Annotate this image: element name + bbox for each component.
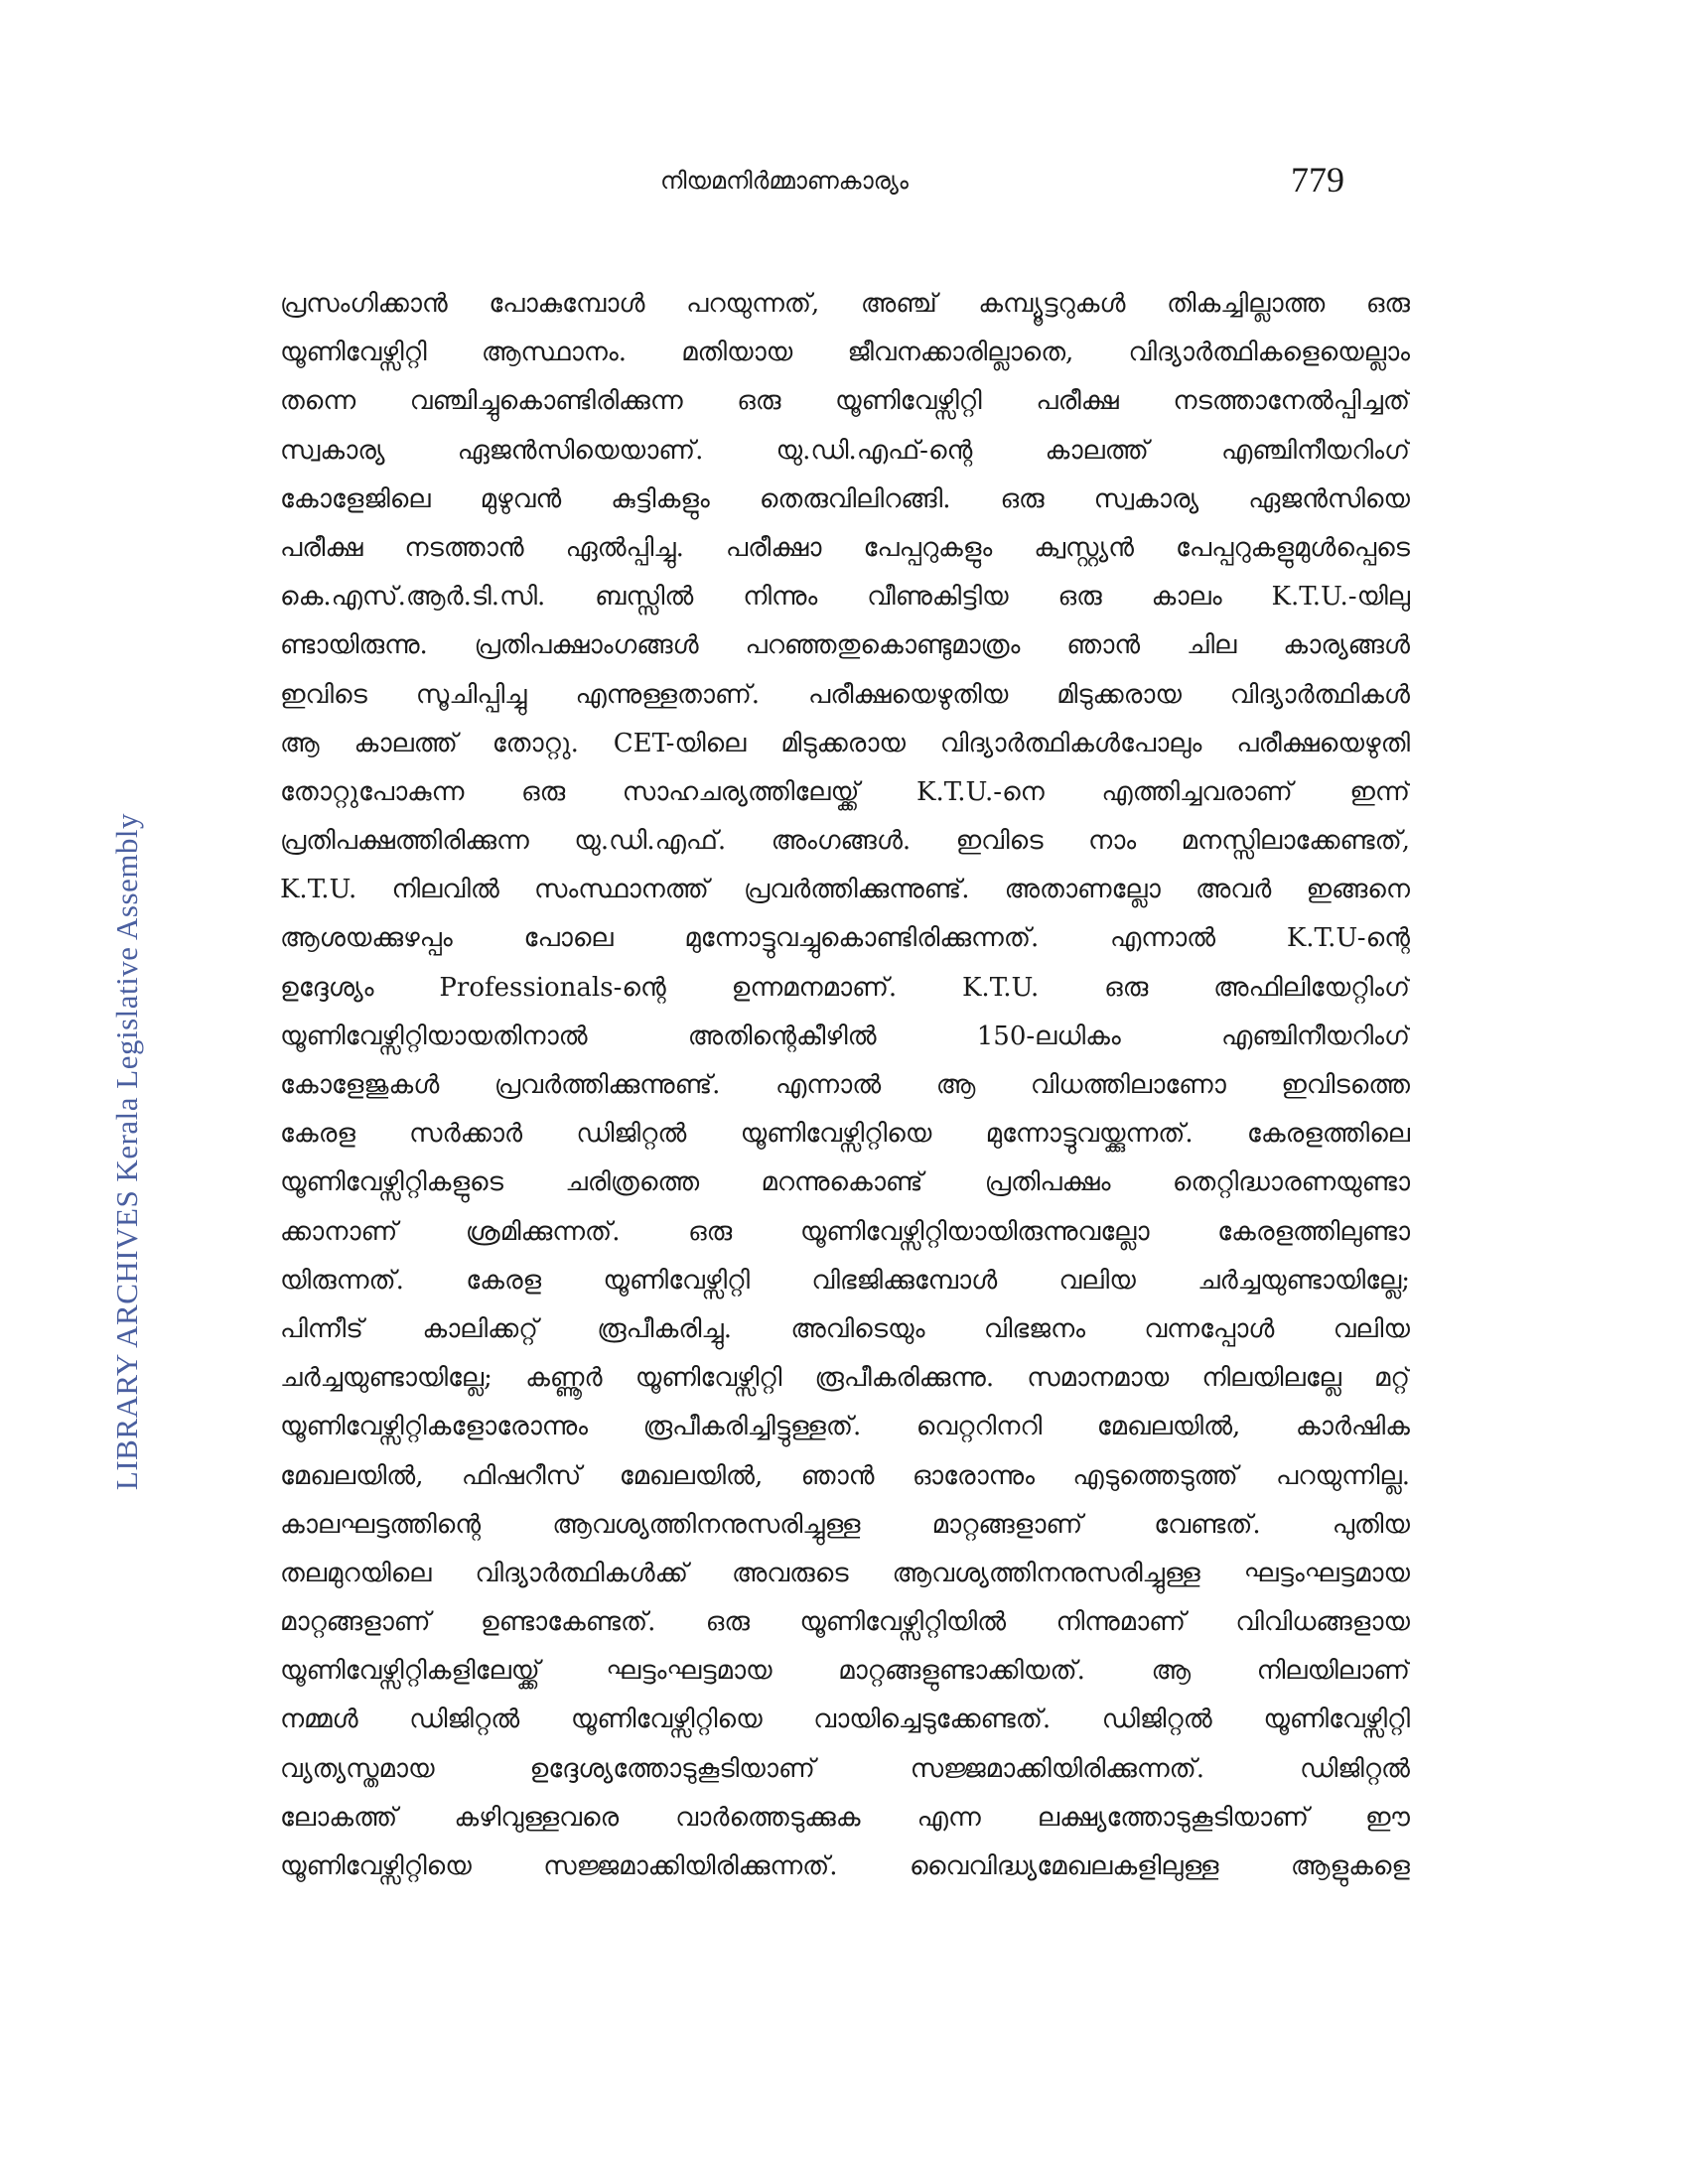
text-line: യിരുന്നത്. കേരള യൂണിവേഴ്സിറ്റി വിഭജിക്കുമ്പോൾ വലിയ ചർച്ചയുണ്ടായില്ലേ;	[280, 1265, 1410, 1296]
text-line: യൂണിവേഴ്സിറ്റികളുടെ ചരിത്രത്തെ മറന്നുകൊണ്ട് പ്രതിപക്ഷം തെറ്റിദ്ധാരണയുണ്ടാ	[280, 1167, 1410, 1198]
text-line: യൂണിവേഴ്സിറ്റികളോരോന്നും രൂപീകരിച്ചിട്ടുള്ളത്. വെറ്ററിനറി മേഖലയിൽ, കാർഷിക	[280, 1412, 1410, 1442]
text-line: മാറ്റങ്ങളാണ് ഉണ്ടാകേണ്ടത്. ഒരു യൂണിവേഴ്സിറ്റിയിൽ നിന്നുമാണ് വിവിധങ്ങളായ	[280, 1607, 1410, 1638]
text-line: ഉദ്ദേശ്യം Professionals-ന്റെ ഉന്നമനമാണ്. K.T.U. ഒരു അഫിലിയേറ്റിംഗ്	[280, 972, 1410, 1003]
text-line: ഇവിടെ സൂചിപ്പിച്ചു എന്നുള്ളതാണ്. പരീക്ഷയെഴുതിയ മിടുക്കരായ വിദ്യാർത്ഥികൾ	[280, 679, 1410, 710]
page-number: 779	[1291, 160, 1344, 200]
text-line: യൂണിവേഴ്സിറ്റി ആസ്ഥാനം. മതിയായ ജീവനക്കാരില്ലാതെ, വിദ്യാർത്ഥികളെയെല്ലാം	[280, 338, 1410, 368]
text-line: പ്രതിപക്ഷത്തിരിക്കുന്ന യു.ഡി.എഫ്. അംഗങ്ങൾ. ഇവിടെ നാം മനസ്സിലാക്കേണ്ടത്,	[280, 826, 1410, 857]
text-line: പിന്നീട് കാലിക്കറ്റ് രൂപീകരിച്ചു. അവിടെയും വിഭജനം വന്നപ്പോൾ വലിയ	[280, 1313, 1410, 1344]
text-line: തലമുറയിലെ വിദ്യാർത്ഥികൾക്ക് അവരുടെ ആവശ്യത്തിനനുസരിച്ചുള്ള ഘട്ടംഘട്ടമായ	[280, 1558, 1410, 1588]
text-line: ക്കാനാണ് ശ്രമിക്കുന്നത്. ഒരു യൂണിവേഴ്സിറ്റിയായിരുന്നുവല്ലോ കേരളത്തിലുണ്ടാ	[280, 1216, 1410, 1247]
text-line: തന്നെ വഞ്ചിച്ചുകൊണ്ടിരിക്കുന്ന ഒരു യൂണിവേഴ്സിറ്റി പരീക്ഷ നടത്താനേൽപ്പിച്ചത്	[280, 386, 1410, 417]
text-line: ചർച്ചയുണ്ടായില്ലേ; കണ്ണൂർ യൂണിവേഴ്സിറ്റി രൂപീകരിക്കുന്നു. സമാനമായ നിലയിലല്ലേ മറ്റ്	[280, 1363, 1410, 1394]
archive-watermark: LIBRARY ARCHIVES Kerala Legislative Assembly	[109, 812, 144, 1491]
text-line: യൂണിവേഴ്സിറ്റിയെ സജ്ജമാക്കിയിരിക്കുന്നത്. വൈവിദ്ധ്യമേഖലകളിലുള്ള ആളുകളെ	[280, 1851, 1410, 1881]
text-line: തോറ്റുപോകുന്ന ഒരു സാഹചര്യത്തിലേയ്ക്ക് K.T.U.-നെ എത്തിച്ചവരാണ് ഇന്ന്	[280, 776, 1410, 807]
text-line: ആ കാലത്ത് തോറ്റു. CET-യിലെ മിടുക്കരായ വിദ്യാർത്ഥികൾപോലും പരീക്ഷയെഴുതി	[280, 728, 1410, 758]
text-line: K.T.U. നിലവിൽ സംസ്ഥാനത്ത് പ്രവർത്തിക്കുന്നുണ്ട്. അതാണല്ലോ അവർ ഇങ്ങനെ	[280, 875, 1410, 905]
text-line: നമ്മൾ ഡിജിറ്റൽ യൂണിവേഴ്സിറ്റിയെ വായിച്ചെടുക്കേണ്ടത്. ഡിജിറ്റൽ യൂണിവേഴ്സിറ്റി	[280, 1705, 1410, 1735]
text-line: കാലഘട്ടത്തിന്റെ ആവശ്യത്തിനനുസരിച്ചുള്ള മാറ്റങ്ങളാണ് വേണ്ടത്. പുതിയ	[280, 1509, 1410, 1540]
text-line: കോളേജുകൾ പ്രവർത്തിക്കുന്നുണ്ട്. എന്നാൽ ആ വിധത്തിലാണോ ഇവിടത്തെ	[280, 1070, 1410, 1100]
running-header-title: നിയമനിർമ്മാണകാര്യം	[660, 167, 909, 195]
text-line: ലോകത്ത് കഴിവുള്ളവരെ വാർത്തെടുക്കുക എന്ന ലക്ഷ്യത്തോടുകൂടിയാണ് ഈ	[280, 1802, 1410, 1833]
text-line: വ്യത്യസ്തമായ ഉദ്ദേശ്യത്തോടുകൂടിയാണ് സജ്ജമാക്കിയിരിക്കുന്നത്. ഡിജിറ്റൽ	[280, 1753, 1410, 1784]
text-line: കേരള സർക്കാർ ഡിജിറ്റൽ യൂണിവേഴ്സിറ്റിയെ മുന്നോട്ടുവയ്ക്കുന്നത്. കേരളത്തിലെ	[280, 1119, 1410, 1150]
text-line: ണ്ടായിരുന്നു. പ്രതിപക്ഷാംഗങ്ങൾ പറഞ്ഞതുകൊണ്ടുമാത്രം ഞാൻ ചില കാര്യങ്ങൾ	[280, 630, 1410, 661]
text-line: സ്വകാര്യ ഏജൻസിയെയാണ്. യു.ഡി.എഫ്-ന്റെ കാലത്ത് എഞ്ചിനീയറിംഗ്	[280, 435, 1410, 466]
text-line: പരീക്ഷ നടത്താൻ ഏൽപ്പിച്ചു. പരീക്ഷാ പേപ്പറുകളും ക്വസ്റ്റ്യൻ പേപ്പറുകളുമുൾപ്പെടെ	[280, 532, 1410, 563]
text-line: കോളേജിലെ മുഴുവൻ കുട്ടികളും തെരുവിലിറങ്ങി. ഒരു സ്വകാര്യ ഏജൻസിയെ	[280, 483, 1410, 514]
text-line: യൂണിവേഴ്സിറ്റിയായതിനാൽ അതിന്റെകീഴിൽ 150-ലധികം എഞ്ചിനീയറിംഗ്	[280, 1021, 1410, 1051]
text-line: മേഖലയിൽ, ഫിഷറീസ് മേഖലയിൽ, ഞാൻ ഓരോന്നും എടുത്തെടുത്ത് പറയുന്നില്ല.	[280, 1460, 1410, 1491]
text-line: യൂണിവേഴ്സിറ്റികളിലേയ്ക്ക് ഘട്ടംഘട്ടമായ മാറ്റങ്ങളുണ്ടാക്കിയത്. ആ നിലയിലാണ്	[280, 1656, 1410, 1687]
body-paragraph	[280, 280, 1410, 1891]
text-line: കെ.എസ്.ആർ.ടി.സി. ബസ്സിൽ നിന്നും വീണുകിട്ടിയ ഒരു കാലം K.T.U.-യിലു	[280, 582, 1410, 613]
text-line: ആശയക്കുഴപ്പം പോലെ മുന്നോട്ടുവച്ചുകൊണ്ടിരിക്കുന്നത്. എന്നാൽ K.T.U-ന്റെ	[280, 923, 1410, 954]
text-line: പ്രസംഗിക്കാൻ പോകുമ്പോൾ പറയുന്നത്, അഞ്ച് കമ്പ്യൂട്ടറുകൾ തികച്ചില്ലാത്ത ഒരു	[280, 289, 1410, 319]
